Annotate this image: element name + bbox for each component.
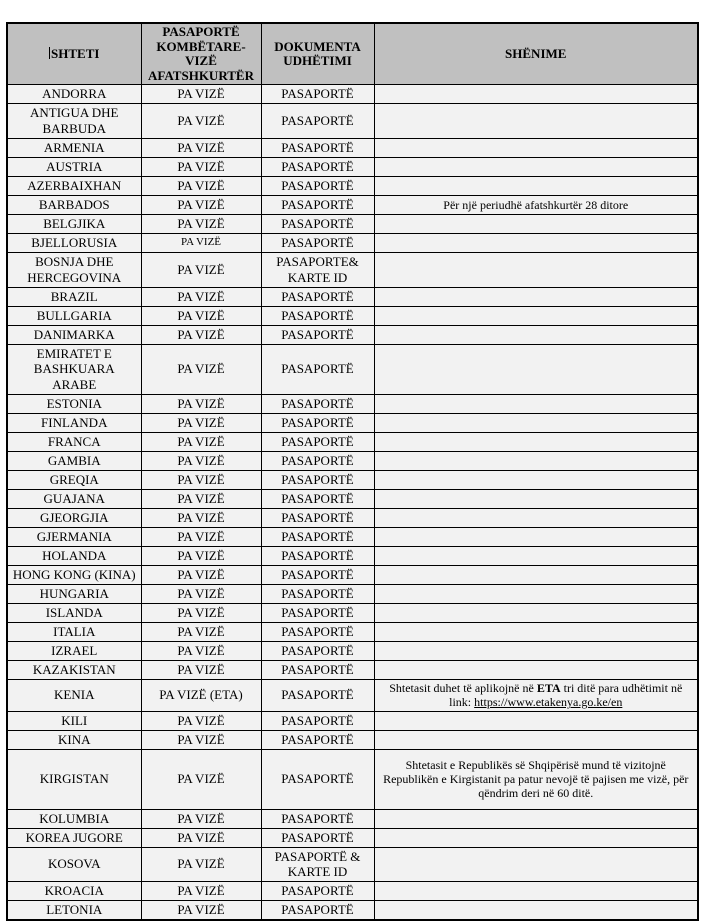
note-cell [374, 847, 698, 882]
document-cell: PASAPORTE& KARTE ID [261, 252, 374, 287]
visa-cell: PA VIZË [141, 344, 261, 395]
document-cell: PASAPORTË [261, 344, 374, 395]
table-row [7, 680, 698, 711]
table-row [7, 585, 698, 604]
table-row [7, 623, 698, 642]
note-cell [374, 176, 698, 195]
table-row [7, 195, 698, 214]
document-cell: PASAPORTË [261, 85, 374, 104]
visa-cell: PA VIZË [141, 882, 261, 901]
visa-cell: PA VIZË [141, 490, 261, 509]
table-row [7, 711, 698, 730]
visa-cell: PA VIZË [141, 138, 261, 157]
visa-requirements-table [6, 22, 699, 921]
table-row [7, 828, 698, 847]
visa-cell: PA VIZË [141, 452, 261, 471]
country-cell: KINA [7, 730, 141, 749]
table-row [7, 433, 698, 452]
document-cell: PASAPORTË [261, 528, 374, 547]
visa-cell: PA VIZË [141, 604, 261, 623]
table-row [7, 325, 698, 344]
visa-cell: PA VIZË [141, 85, 261, 104]
visa-cell: PA VIZË [141, 809, 261, 828]
table-row [7, 104, 698, 139]
country-cell: GJEORGJIA [7, 509, 141, 528]
document-cell: PASAPORTË [261, 214, 374, 233]
note-cell [374, 214, 698, 233]
table-body [7, 85, 698, 921]
country-cell: KOREA JUGORE [7, 828, 141, 847]
document-cell: PASAPORTË [261, 157, 374, 176]
document-cell: PASAPORTË [261, 176, 374, 195]
visa-cell: PA VIZË [141, 471, 261, 490]
visa-cell: PA VIZË [141, 306, 261, 325]
note-cell [374, 711, 698, 730]
table-row [7, 414, 698, 433]
note-cell [374, 585, 698, 604]
document-cell: PASAPORTË [261, 828, 374, 847]
document-cell: PASAPORTË [261, 901, 374, 921]
note-cell [374, 85, 698, 104]
note-cell [374, 528, 698, 547]
document-cell: PASAPORTË [261, 471, 374, 490]
country-cell: HOLANDA [7, 547, 141, 566]
header-row [7, 23, 698, 85]
country-cell: GJERMANIA [7, 528, 141, 547]
note-cell: Shtetasit e Republikës së Shqipërisë mund të vizitojnë Republikën e Kirgistanit pa patur nevojë të pajisen me vizë, për qëndrim deri në 60 ditë. [374, 749, 698, 809]
country-cell: KOLUMBIA [7, 809, 141, 828]
country-cell: GREQIA [7, 471, 141, 490]
table-row [7, 176, 698, 195]
table-row [7, 452, 698, 471]
document-cell: PASAPORTË [261, 452, 374, 471]
header-country-label: SHTETI [51, 45, 100, 61]
document-cell: PASAPORTË [261, 661, 374, 680]
visa-cell: PA VIZË [141, 433, 261, 452]
visa-cell: PA VIZË [141, 566, 261, 585]
header-visa: PASAPORTË KOMBËTARE-VIZË AFATSHKURTËR [141, 23, 261, 85]
country-cell: KIRGISTAN [7, 749, 141, 809]
document-cell: PASAPORTË [261, 104, 374, 139]
table-row [7, 661, 698, 680]
document-cell: PASAPORTË [261, 547, 374, 566]
table-row [7, 509, 698, 528]
visa-cell: PA VIZË [141, 828, 261, 847]
country-cell: HONG KONG (KINA) [7, 566, 141, 585]
table-row [7, 252, 698, 287]
note-cell [374, 157, 698, 176]
document-cell: PASAPORTË [261, 680, 374, 711]
document-cell: PASAPORTË [261, 623, 374, 642]
visa-cell: PA VIZË [141, 509, 261, 528]
document-cell: PASAPORTË [261, 433, 374, 452]
note-cell [374, 509, 698, 528]
note-cell [374, 325, 698, 344]
table-row [7, 749, 698, 809]
visa-cell: PA VIZË [141, 547, 261, 566]
table-row [7, 138, 698, 157]
table-row [7, 395, 698, 414]
country-cell: HUNGARIA [7, 585, 141, 604]
document-cell: PASAPORTË [261, 730, 374, 749]
table-row [7, 547, 698, 566]
table-row [7, 901, 698, 921]
country-cell: BOSNJA DHE HERCEGOVINA [7, 252, 141, 287]
visa-cell: PA VIZË [141, 176, 261, 195]
note-cell [374, 828, 698, 847]
country-cell: KROACIA [7, 882, 141, 901]
country-cell: FINLANDA [7, 414, 141, 433]
country-cell: GUAJANA [7, 490, 141, 509]
country-cell: EMIRATET E BASHKUARA ARABE [7, 344, 141, 395]
note-cell [374, 433, 698, 452]
note-cell [374, 138, 698, 157]
country-cell: FRANCA [7, 433, 141, 452]
country-cell: KOSOVA [7, 847, 141, 882]
table-row [7, 344, 698, 395]
note-cell [374, 730, 698, 749]
visa-cell: PA VIZË [141, 901, 261, 921]
header-document: DOKUMENTA UDHËTIMI [261, 23, 374, 85]
visa-cell: PA VIZË [141, 214, 261, 233]
country-cell: BJELLORUSIA [7, 233, 141, 252]
table-row [7, 809, 698, 828]
table-row [7, 287, 698, 306]
document-cell: PASAPORTË [261, 604, 374, 623]
country-cell: ARMENIA [7, 138, 141, 157]
country-cell: BARBADOS [7, 195, 141, 214]
table-row [7, 882, 698, 901]
country-cell: ANDORRA [7, 85, 141, 104]
eta-link[interactable]: https://www.etakenya.go.ke/en [474, 695, 623, 710]
note-text: tri ditë para udhëtimit në link: [449, 681, 683, 710]
note-cell [374, 604, 698, 623]
visa-cell: PA VIZË (ETA) [141, 680, 261, 711]
country-cell: ESTONIA [7, 395, 141, 414]
document-cell: PASAPORTË [261, 711, 374, 730]
visa-cell: PA VIZË [141, 711, 261, 730]
note-cell [374, 452, 698, 471]
visa-cell: PA VIZË [141, 233, 261, 252]
note-cell [374, 414, 698, 433]
table-row [7, 85, 698, 104]
country-cell: BELGJIKA [7, 214, 141, 233]
document-cell: PASAPORTË [261, 882, 374, 901]
country-cell: KENIA [7, 680, 141, 711]
country-cell: ITALIA [7, 623, 141, 642]
visa-cell: PA VIZË [141, 104, 261, 139]
table-row [7, 642, 698, 661]
table-row [7, 566, 698, 585]
document-cell: PASAPORTË [261, 642, 374, 661]
note-cell [374, 547, 698, 566]
note-cell [374, 395, 698, 414]
note-cell [374, 809, 698, 828]
table-header [7, 23, 698, 85]
country-cell: IZRAEL [7, 642, 141, 661]
visa-cell: PA VIZË [141, 252, 261, 287]
visa-cell: PA VIZË [141, 749, 261, 809]
table-row [7, 306, 698, 325]
visa-cell: PA VIZË [141, 642, 261, 661]
note-cell [374, 661, 698, 680]
table-row [7, 604, 698, 623]
header-notes: SHËNIME [374, 23, 698, 85]
document-cell: PASAPORTË [261, 809, 374, 828]
document-cell: PASAPORTË [261, 195, 374, 214]
note-text: ETA [536, 681, 561, 696]
visa-cell: PA VIZË [141, 414, 261, 433]
document-cell: PASAPORTË [261, 585, 374, 604]
visa-cell: PA VIZË [141, 528, 261, 547]
country-cell: LETONIA [7, 901, 141, 921]
document-cell: PASAPORTË [261, 233, 374, 252]
visa-cell: PA VIZË [141, 195, 261, 214]
document-cell: PASAPORTË [261, 325, 374, 344]
country-cell: ISLANDA [7, 604, 141, 623]
table-row [7, 528, 698, 547]
country-cell: AUSTRIA [7, 157, 141, 176]
table-row [7, 490, 698, 509]
note-cell [374, 680, 698, 711]
country-cell: ANTIGUA DHE BARBUDA [7, 104, 141, 139]
country-cell: AZERBAIXHAN [7, 176, 141, 195]
country-cell: KILI [7, 711, 141, 730]
table-row [7, 157, 698, 176]
table-row [7, 214, 698, 233]
note-cell [374, 471, 698, 490]
country-cell: GAMBIA [7, 452, 141, 471]
note-text: Shtetasit duhet të aplikojnë në [389, 681, 537, 696]
table-row [7, 847, 698, 882]
note-cell [374, 104, 698, 139]
document-cell: PASAPORTË [261, 414, 374, 433]
table-row [7, 233, 698, 252]
document-cell: PASAPORTË [261, 749, 374, 809]
document-cell: PASAPORTË [261, 395, 374, 414]
table-row [7, 471, 698, 490]
document-cell: PASAPORTË [261, 306, 374, 325]
document-cell: PASAPORTË [261, 287, 374, 306]
visa-cell: PA VIZË [141, 287, 261, 306]
document-cell: PASAPORTË [261, 509, 374, 528]
header-country [7, 23, 141, 85]
visa-cell: PA VIZË [141, 585, 261, 604]
note-cell [374, 233, 698, 252]
document-cell: PASAPORTË [261, 566, 374, 585]
note-cell [374, 344, 698, 395]
table-row [7, 730, 698, 749]
country-cell: KAZAKISTAN [7, 661, 141, 680]
note-cell [374, 566, 698, 585]
visa-cell: PA VIZË [141, 847, 261, 882]
text-cursor [49, 47, 50, 59]
note-cell [374, 252, 698, 287]
visa-cell: PA VIZË [141, 661, 261, 680]
note-cell [374, 623, 698, 642]
visa-cell: PA VIZË [141, 395, 261, 414]
visa-cell: PA VIZË [141, 730, 261, 749]
document-cell: PASAPORTË & KARTE ID [261, 847, 374, 882]
note-cell [374, 882, 698, 901]
note-cell [374, 287, 698, 306]
note-cell [374, 306, 698, 325]
note-cell [374, 642, 698, 661]
note-cell: Për një periudhë afatshkurtër 28 ditore [374, 195, 698, 214]
country-cell: BRAZIL [7, 287, 141, 306]
note-cell [374, 490, 698, 509]
document-cell: PASAPORTË [261, 490, 374, 509]
country-cell: DANIMARKA [7, 325, 141, 344]
visa-cell: PA VIZË [141, 157, 261, 176]
country-cell: BULLGARIA [7, 306, 141, 325]
visa-cell: PA VIZË [141, 623, 261, 642]
visa-cell: PA VIZË [141, 325, 261, 344]
document-cell: PASAPORTË [261, 138, 374, 157]
note-cell [374, 901, 698, 921]
